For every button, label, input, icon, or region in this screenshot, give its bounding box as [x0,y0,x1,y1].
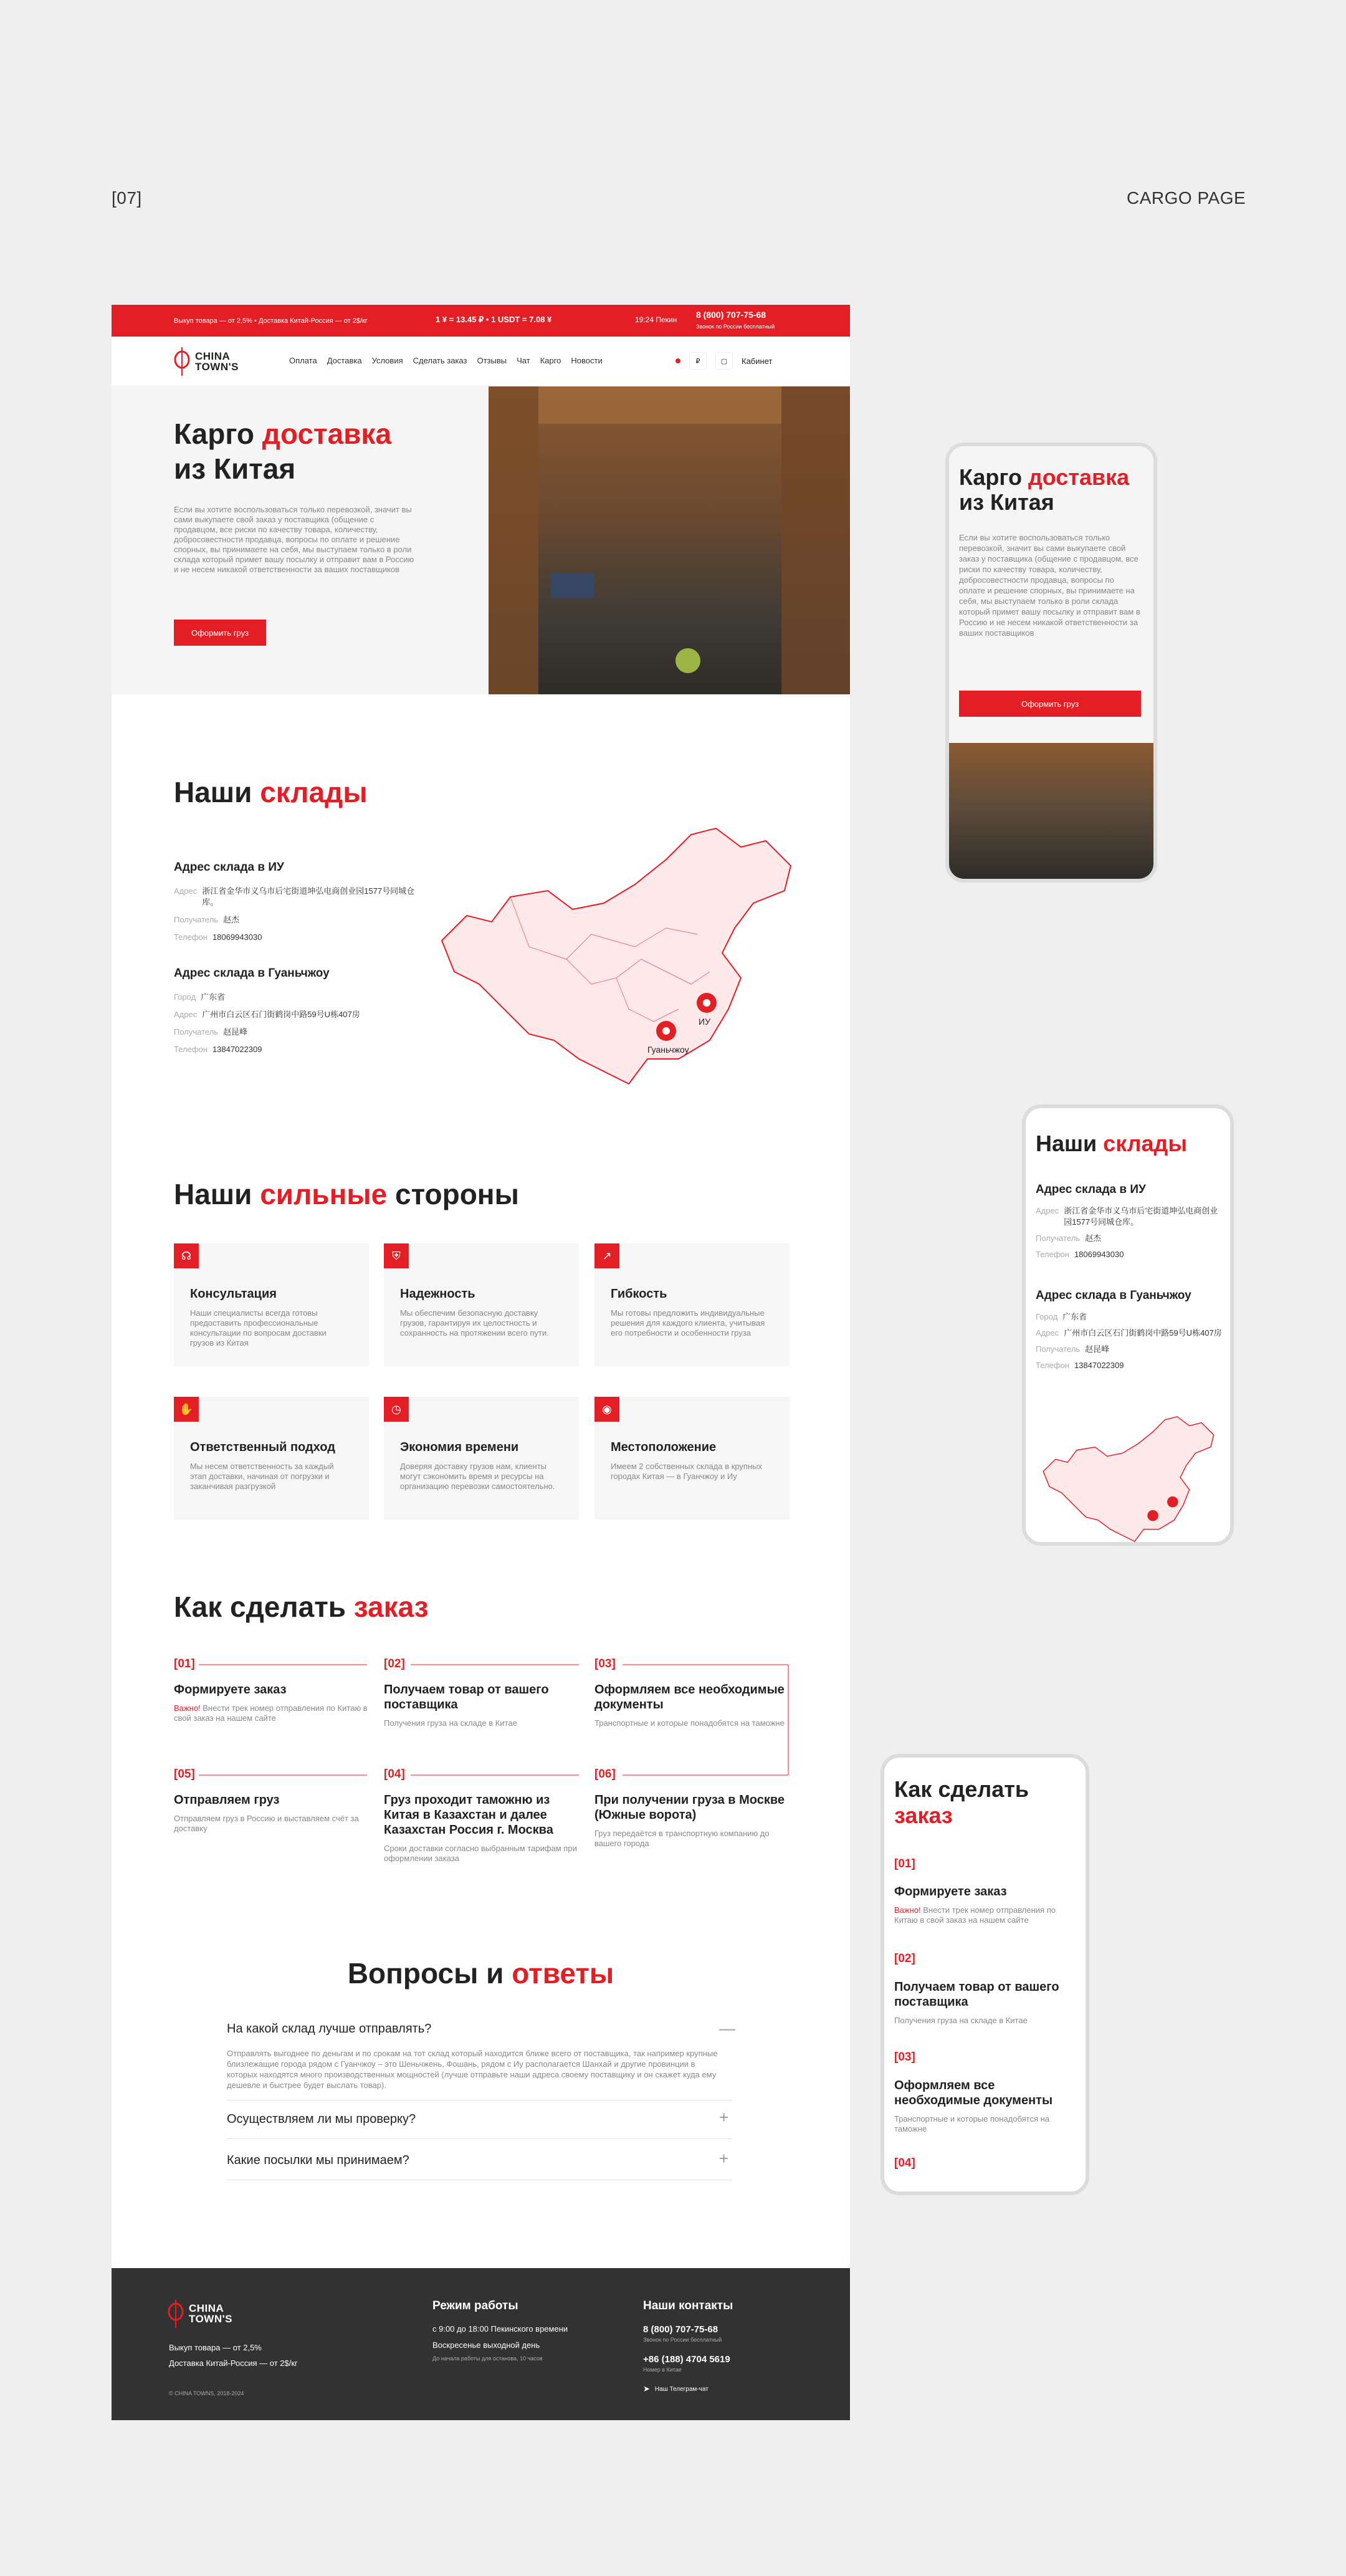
faq-answer-1: Отправлять выгоднее по деньгам и по срокам на тот склад который находится ближе всего от поставщика, так например крупные близлежащие города рядом с Гуанчжоу – это Шеньчжень, Фошань, рядом с Иу располагается Шанхай и другие провинции в которых находятся много производственных мощностей (лучше отправьте наши адреса своему поставщику и он скажет куда ему дешевле и быстрее будет выслать товар). [227,2049,718,2090]
handshake-icon: ✋ [174,1397,199,1422]
hero-section [112,386,850,694]
step-02: [02] Получаем товар от вашего поставщика Получения груза на складе в Китае [384,1657,549,1728]
weekend: Воскресенье выходной день [432,2340,540,2350]
mobile-warehouse-gz-title: Адрес склада в Гуаньчжоу [1036,1289,1191,1302]
nav-item-terms[interactable]: Условия [371,356,403,365]
warehouse-gz-phone: 13847022309 [212,1045,262,1054]
beijing-time: 19:24 Пекин [635,315,677,324]
telegram-icon: ➤ [643,2384,650,2393]
location-icon: ◉ [594,1397,619,1422]
warehouse-photo [489,386,850,694]
cabinet-link[interactable]: Кабинет [742,356,773,366]
step-04: [04] Груз проходит таможню из Китая в Казахстан и далее Казахстан Россия г. Москва Сроки доставки согласно выбранным тарифам при оформлении заказа [384,1768,577,1863]
mobile-hero-title: Карго доставка из Китая [959,464,1130,515]
footer-delivery: Доставка Китай-Россия — от 2$/кг [169,2358,298,2368]
warehouse-gz-city: 广东省 [201,992,226,1002]
warehouse-gz-title: Адрес склада в Гуаньчжоу [174,967,330,980]
copyright: © CHINA TOWNS, 2018-2024 [169,2390,244,2396]
faq-question-2[interactable]: Осуществляем ли мы проверку? [227,2112,416,2126]
warehouse-yiwu-phone: 18069943030 [212,932,262,942]
mobile-warehouse-yiwu: Адрес склада в ИУ Адрес 浙江省金华市义乌市后宅街道坤弘电商创业园1577号同城仓库。 Получатель 赵杰 Телефон 18069943030 [1036,1183,1223,1260]
nav-item-news[interactable]: Новости [571,356,603,365]
warehouse-gz-recipient: 赵昆峰 [223,1027,248,1037]
footer-buyout: Выкуп товара — от 2,5% [169,2343,262,2352]
china-map [429,822,803,1090]
mobile-warehouse-yiwu-title: Адрес склада в ИУ [1036,1183,1146,1196]
strength-card: ✋ Ответственный подход Мы несем ответственность за каждый этап доставки, начиная от погрузки и заканчивая разгрузкой [174,1397,369,1520]
map-label-guangzhou: Гуаньчжоу [647,1045,689,1055]
nav-item-chat[interactable]: Чат [517,356,530,365]
flex-icon: ↗ [594,1243,619,1268]
top-bar [112,305,850,337]
nav-item-reviews[interactable]: Отзывы [477,356,507,365]
warehouse-guangzhou: Адрес склада в Гуаньчжоу Город 广东省 Адрес 广州市白云区石门街鹤岗中路59号U栋407房 Получатель 赵昆峰 Телефон 13847022309 [174,967,423,1055]
strength-card: ◷ Экономия времени Доверяя доставку грузов нам, клиенты могут сэкономить время и ресурсы на организацию перевозки самостоятельно. [384,1397,579,1520]
topbar-promo: Выкуп товара — от 2,5% • Доставка Китай-Россия — от 2$/кг [174,317,368,325]
step-05: [05] Отправляем груз Отправляем груз в Россию и выставляем счёт за доставку [174,1768,359,1833]
nav-item-delivery[interactable]: Доставка [327,356,362,365]
howto-title: Как сделать заказ [174,1591,429,1623]
logo[interactable] [174,347,239,376]
warehouse-gz-address: 广州市白云区石门街鹤岗中路59号U栋407房 [202,1010,360,1019]
flag-icon[interactable] [675,358,680,363]
mobile-howto-title: Как сделать заказ [894,1776,1029,1828]
mobile-step-04-num: [04] [894,2157,915,2170]
warehouse-yiwu: Адрес склада в ИУ Адрес 浙江省金华市义乌市后宅街道坤弘电商创业园1577号同城仓库。 Получатель 赵杰 Телефон 18069943030 [174,861,423,943]
nav-menu [289,356,603,365]
mobile-warehouses-title: Наши склады [1036,1131,1188,1156]
cart-icon[interactable]: ▢ [715,352,733,370]
map-label-yiwu: ИУ [699,1017,710,1027]
clock-icon: ◷ [384,1397,409,1422]
footer-phone-2[interactable]: +86 (188) 4704 5619 [643,2354,730,2365]
lantern-icon [174,347,190,376]
desktop-page [112,305,850,2420]
main-nav [112,337,850,386]
telegram-link[interactable]: ➤ Наш Телеграм-чат [643,2384,709,2393]
contacts-title: Наши контакты [643,2299,733,2312]
exchange-rates: 1 ¥ = 13.45 ₽ • 1 USDT = 7.08 ¥ [436,315,552,324]
collapse-icon[interactable]: — [719,2019,735,2037]
currency-toggle[interactable]: ₽ [689,352,707,370]
faq-question-1[interactable]: На какой склад лучше отправлять? [227,2022,432,2036]
mobile-hero-text: Если вы хотите воспользоваться только перевозкой, значит вы сами выкупаете свой заказ у поставщика (общение с продавцом, все риски по качеству товара, количеству, добросовестности продавца, вопросы по оплате и решение спорных, вы принимаете на себя, мы выступаем только в роли склада который примет вашу посылку и отправит вам в Россию и не несем никакой ответственности за ваших поставщиков [959,533,1140,638]
hero-text: Если вы хотите воспользоваться только перевозкой, значит вы сами выкупаете свой заказ у поставщика (общение с продавцом, все риски по качеству товара, количеству, добросовестности продавца, вопросы по оплате и решение спорных, вы принимаете на себя, мы выступаем только в роли склада который примет вашу посылку и отправит вам в Россию и не несем никакой ответственности за ваших поставщиков [174,505,414,574]
step-03: [03] Оформляем все необходимые документы Транспортные и которые понадобятся на таможне [594,1657,785,1728]
warehouse-yiwu-title: Адрес склада в ИУ [174,861,284,874]
footer-phone-1-note: Звонок по России бесплатный [643,2337,722,2343]
footer-phone-1[interactable]: 8 (800) 707-75-68 [643,2324,718,2335]
topbar-phone-note: Звонок по России бесплатный [696,323,775,330]
plus-icon[interactable]: + [719,2149,729,2168]
mobile-warehouse-guangzhou: Адрес склада в Гуаньчжоу Город 广东省 Адрес 广州市白云区石门街鹤岗中路59号U栋407房 Получатель 赵昆峰 Телефон 13847022309 [1036,1289,1222,1370]
mobile-step-02: [02] Получаем товар от вашего поставщика Получения груза на складе в Китае [894,1952,1059,2025]
sheet-number: [07] [112,188,142,208]
mobile-submit-cargo-button[interactable]: Оформить груз [959,691,1141,717]
lantern-icon [168,2299,184,2328]
headset-icon: ☊ [174,1243,199,1268]
mobile-howto [881,1754,1089,2195]
hours-title: Режим работы [432,2299,518,2312]
warehouse-yiwu-recipient: 赵杰 [223,915,240,924]
step-01: [01] Формируете заказ Важно! Внести трек номер отправления по Китаю в свой заказ на нашем сайте [174,1657,368,1723]
strength-card: ☊ Консультация Наши специалисты всегда готовы предоставить профессиональные консультации по вопросам доставки грузов из Китая [174,1243,369,1366]
warehouse-yiwu-address: 浙江省金华市义乌市后宅街道坤弘电商创业园1577号同城仓库。 [202,886,415,907]
mobile-hero [945,443,1157,883]
strength-card: ↗ Гибкость Мы готовы предложить индивидуальные решения для каждого клиента, учитывая его потребности и особенности груза [594,1243,790,1366]
footer-phone-2-note: Номер в Китае [643,2367,682,2373]
mobile-warehouse-photo [949,743,1153,879]
plus-icon[interactable]: + [719,2108,729,2127]
nav-actions [675,352,772,370]
mobile-step-03: [03] Оформляем все необходимые документы Транспортные и которые понадобятся на таможне [894,2051,1053,2133]
nav-item-payment[interactable]: Оплата [289,356,317,365]
footer-logo[interactable]: CHINA TOWN'S [168,2299,232,2328]
mobile-warehouses [1022,1104,1234,1546]
hero-title: Карго доставка из Китая [174,418,392,485]
work-hours: с 9:00 до 18:00 Пекинского времени [432,2324,568,2334]
step-06: [06] При получении груза в Москве (Южные ворота) Груз передаётся в транспортную компанию до вашего города [594,1768,785,1848]
warehouses-title: Наши склады [174,776,368,808]
faq-title: Вопросы и ответы [347,1957,614,1989]
nav-item-order[interactable]: Сделать заказ [413,356,467,365]
weekend-note: До начала работы для останова, 10 часов [432,2355,543,2362]
topbar-phone[interactable]: 8 (800) 707-75-68 [696,310,766,320]
strengths-title: Наши сильные стороны [174,1178,519,1210]
mobile-step-01: [01] Формируете заказ Важно! Внести трек номер отправления по Китаю в свой заказ на нашем сайте [894,1857,1056,1925]
mobile-china-map [1032,1414,1225,1544]
strength-card: ◉ Местоположение Имеем 2 собственных склада в крупных городах Китая — в Гуанчжоу и Иу [594,1397,790,1520]
strength-card: ⛨ Надежность Мы обеспечим безопасную доставку грузов, гарантируя их целостность и сохранность на протяжении всего пути. [384,1243,579,1366]
shield-icon: ⛨ [384,1243,409,1268]
sheet-title: CARGO PAGE [1127,188,1246,208]
submit-cargo-button[interactable]: Оформить груз [174,620,266,646]
faq-question-3[interactable]: Какие посылки мы принимаем? [227,2153,409,2167]
divider [227,2138,732,2139]
brand-name: CHINA TOWN'S [195,350,239,373]
footer [112,2268,850,2420]
nav-item-cargo[interactable]: Карго [540,356,561,365]
